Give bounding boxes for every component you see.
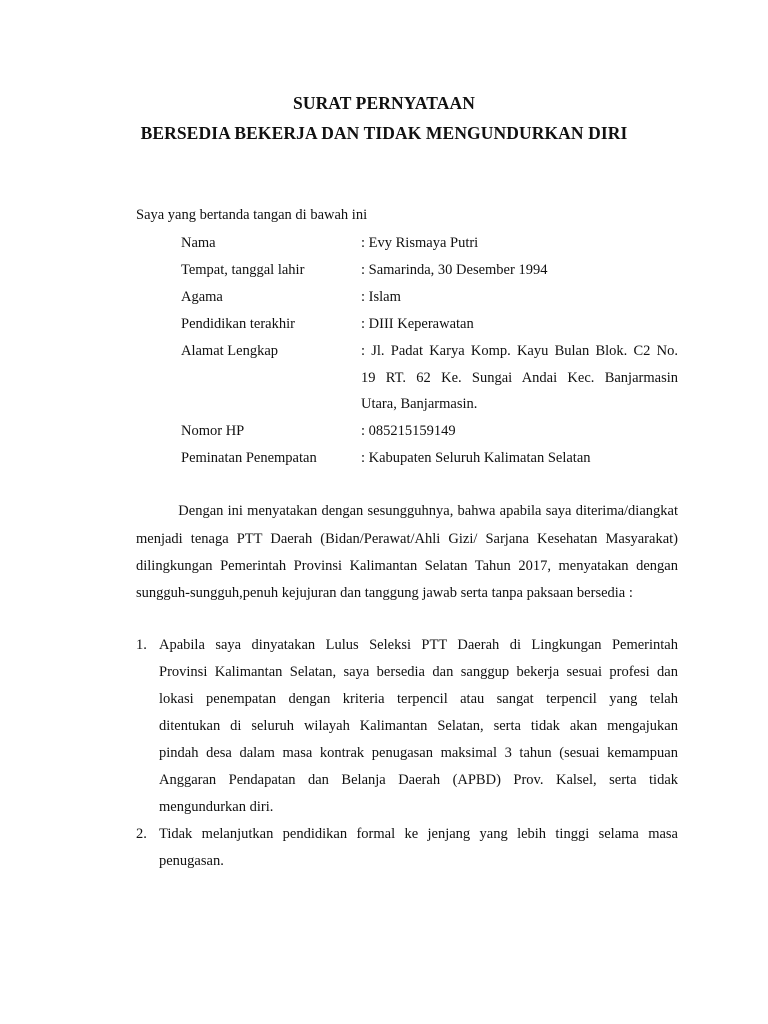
field-label: Nama <box>181 235 216 251</box>
address-line-1: : Jl. Padat Karya Komp. Kayu Bulan Blok. C2 No. <box>361 343 678 359</box>
identity-row-nama <box>0 235 768 257</box>
field-value: : DIII Keperawatan <box>361 316 474 332</box>
list-item-line: pindah desa dalam masa kontrak penugasan maksimal 3 tahun (sesuai kemampuan <box>159 745 678 761</box>
statement-line: dilingkungan Pemerintah Provinsi Kalimantan Selatan Tahun 2017, menyatakan dengan <box>136 558 678 574</box>
address-line-3: Utara, Banjarmasin. <box>361 396 478 412</box>
field-value: : Samarinda, 30 Desember 1994 <box>361 262 548 278</box>
statement-line: menjadi tenaga PTT Daerah (Bidan/Perawat/Ahli Gizi/ Sarjana Kesehatan Masyarakat) <box>136 531 678 547</box>
identity-row-agama <box>0 289 768 311</box>
document-title: SURAT PERNYATAAN <box>293 93 475 113</box>
identity-row-pendidikan <box>0 316 768 338</box>
list-item-line: mengundurkan diri. <box>159 799 274 815</box>
list-item-line: ditentukan di seluruh wilayah Kalimantan Selatan, serta tidak akan mengajukan <box>159 718 678 734</box>
field-value: : Evy Rismaya Putri <box>361 235 479 251</box>
field-label: Alamat Lengkap <box>181 343 279 359</box>
list-item-line: penugasan. <box>159 853 224 869</box>
field-value: : Kabupaten Seluruh Kalimatan Selatan <box>361 450 591 466</box>
statement-line: Dengan ini menyatakan dengan sesungguhnya, bahwa apabila saya diterima/diangkat <box>136 503 678 519</box>
list-item-line: Anggaran Pendapatan dan Belanja Daerah (APBD) Prov. Kalsel, serta tidak <box>159 772 678 788</box>
list-number: 1. <box>136 637 147 653</box>
field-label: Peminatan Penempatan <box>181 450 317 466</box>
identity-row-peminatan <box>0 450 768 472</box>
list-number: 2. <box>136 826 147 842</box>
list-item-line: lokasi penempatan dengan kriteria terpencil atau sangat terpencil yang telah <box>159 691 678 707</box>
field-label: Pendidikan terakhir <box>181 316 295 332</box>
list-item-line: Tidak melanjutkan pendidikan formal ke jenjang yang lebih tinggi selama masa <box>159 826 678 842</box>
identity-row-hp <box>0 423 768 445</box>
list-item-line: Apabila saya dinyatakan Lulus Seleksi PTT Daerah di Lingkungan Pemerintah <box>159 637 678 653</box>
field-label: Tempat, tanggal lahir <box>181 262 305 278</box>
field-label: Nomor HP <box>181 423 245 439</box>
document-subtitle: BERSEDIA BEKERJA DAN TIDAK MENGUNDURKAN DIRI <box>140 123 628 143</box>
statement-line: sungguh-sungguh,penuh kejujuran dan tanggung jawab serta tanpa paksaan bersedia : <box>136 585 633 601</box>
identity-row-ttl <box>0 262 768 284</box>
field-value: : 085215159149 <box>361 423 456 439</box>
field-label: Agama <box>181 289 223 305</box>
address-line-2: 19 RT. 62 Ke. Sungai Andai Kec. Banjarmasin <box>361 370 678 386</box>
list-item-line: Provinsi Kalimantan Selatan, saya bersedia dan sanggup bekerja sesuai profesi dan <box>159 664 678 680</box>
field-value: : Islam <box>361 289 401 305</box>
intro-text: Saya yang bertanda tangan di bawah ini <box>136 207 368 223</box>
